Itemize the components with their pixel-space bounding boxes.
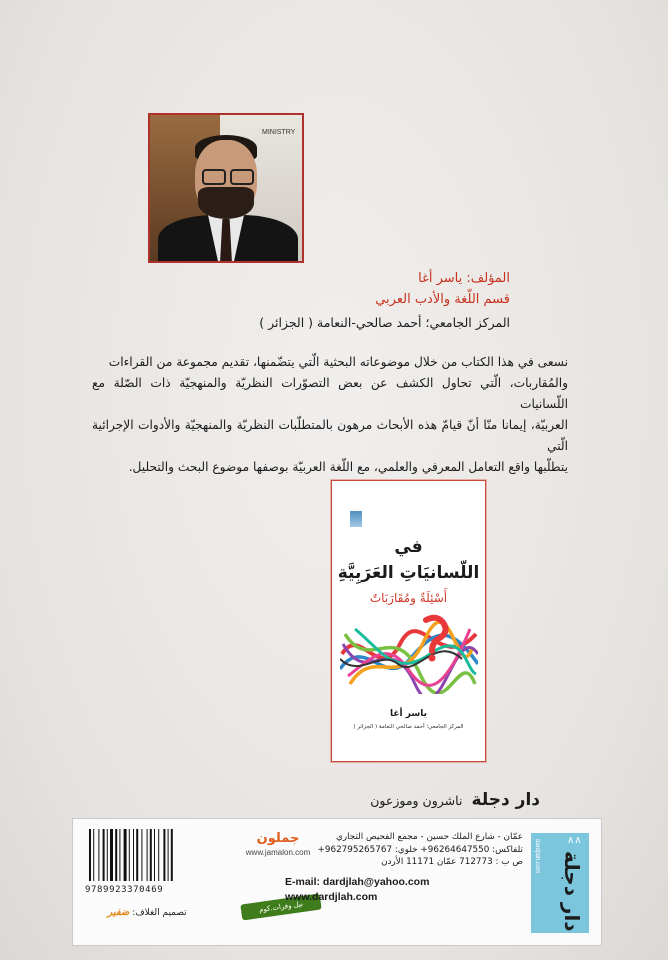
address-line: عمّان - شارع الملك حسين - مجمع الفحيص التجاري <box>335 832 523 842</box>
isbn-number: 9789923370469 <box>85 885 164 895</box>
publisher-line <box>370 790 540 810</box>
photo-background-sign: MINISTRY <box>262 129 296 136</box>
jamalon-logo-text: جملون <box>256 831 300 846</box>
design-credit-name: ضفير <box>107 907 130 918</box>
author-info <box>150 270 510 334</box>
blurb-line: والمُقاربات، الّتي تحاول الكشف عن بعض التصوّرات النظريّة والمنهجيّة ذات الصّلة مع اللّسانيات <box>92 376 568 411</box>
author-affiliation: المركز الجامعي؛ أحمد صالحي-النعامة ( الجزائر ) <box>259 315 510 330</box>
jamalon-url: www.jamalon.com <box>245 848 311 857</box>
publisher-address <box>285 831 523 905</box>
dar-dijla-logo <box>531 833 589 933</box>
author-department: قسم اللّغة والأدب العربي <box>375 292 510 307</box>
publisher-info-box <box>72 818 602 946</box>
design-credit-label: تصميم الغلاف: <box>132 908 187 918</box>
publisher-mark-icon <box>350 511 362 527</box>
mini-cover-fi: في <box>394 537 423 557</box>
barcode-icon <box>85 829 205 883</box>
publisher-website: www.dardjlah.com <box>285 890 378 903</box>
blurb-line: العربيّة، إيمانا منّا أنّ قيامّ هذه الأبحاث مرهون بالمتطلّبات النظريّة والمنهجيّة والأدوات الإجرائية الّتي <box>92 418 568 453</box>
author-name: المؤلف: ياسر أغا <box>418 271 510 286</box>
mini-cover-title: اللّسانيَاتِ العَرَبِيَّةِ <box>337 563 480 583</box>
logo-vertical-text: dardjlah.com <box>534 839 540 874</box>
mini-cover-affiliation: المركز الجامعي؛ أحمد صالحي النعامة ( الجزائر ) <box>353 724 464 730</box>
isbn-barcode <box>85 829 205 899</box>
address-line: تلفاكس: 96264647550+ خلوي: 962795265767+ <box>317 844 523 855</box>
publisher-name: دار دجلة <box>471 790 540 810</box>
blurb-line: يتطلّبها واقع التعامل المعرفي والعلمي، مع اللّغة العربيّة بوصفها موضوع البحث والتحليل. <box>128 460 568 474</box>
publisher-tagline: ناشرون وموزعون <box>370 793 463 808</box>
address-line: ص ب : 712773 عمّان 11171 الأردن <box>381 857 523 867</box>
publisher-email: E-mail: dardjlah@yahoo.com <box>285 875 430 888</box>
mini-cover-author: ياسر أغا <box>390 709 427 719</box>
author-photo <box>148 113 304 263</box>
mini-cover-subtitle: أَسْئِلَةٌ ومُقَارَبَاتٌ <box>369 591 448 605</box>
front-cover-thumbnail <box>331 480 486 762</box>
neelwafurat-tag: نيل وفرات.كوم <box>240 894 321 921</box>
cover-design-credit <box>87 907 207 918</box>
logo-chevron-icon: ∧∧ <box>567 835 582 846</box>
tangled-lines-illustration <box>340 614 478 694</box>
blurb-line: نسعى في هذا الكتاب من خلال موضوعاته البحثية الّتي يتضّمنها، تقديم مجموعة من القراءات <box>108 355 568 369</box>
logo-text: دار دجلة <box>560 851 584 932</box>
book-blurb <box>92 352 568 478</box>
